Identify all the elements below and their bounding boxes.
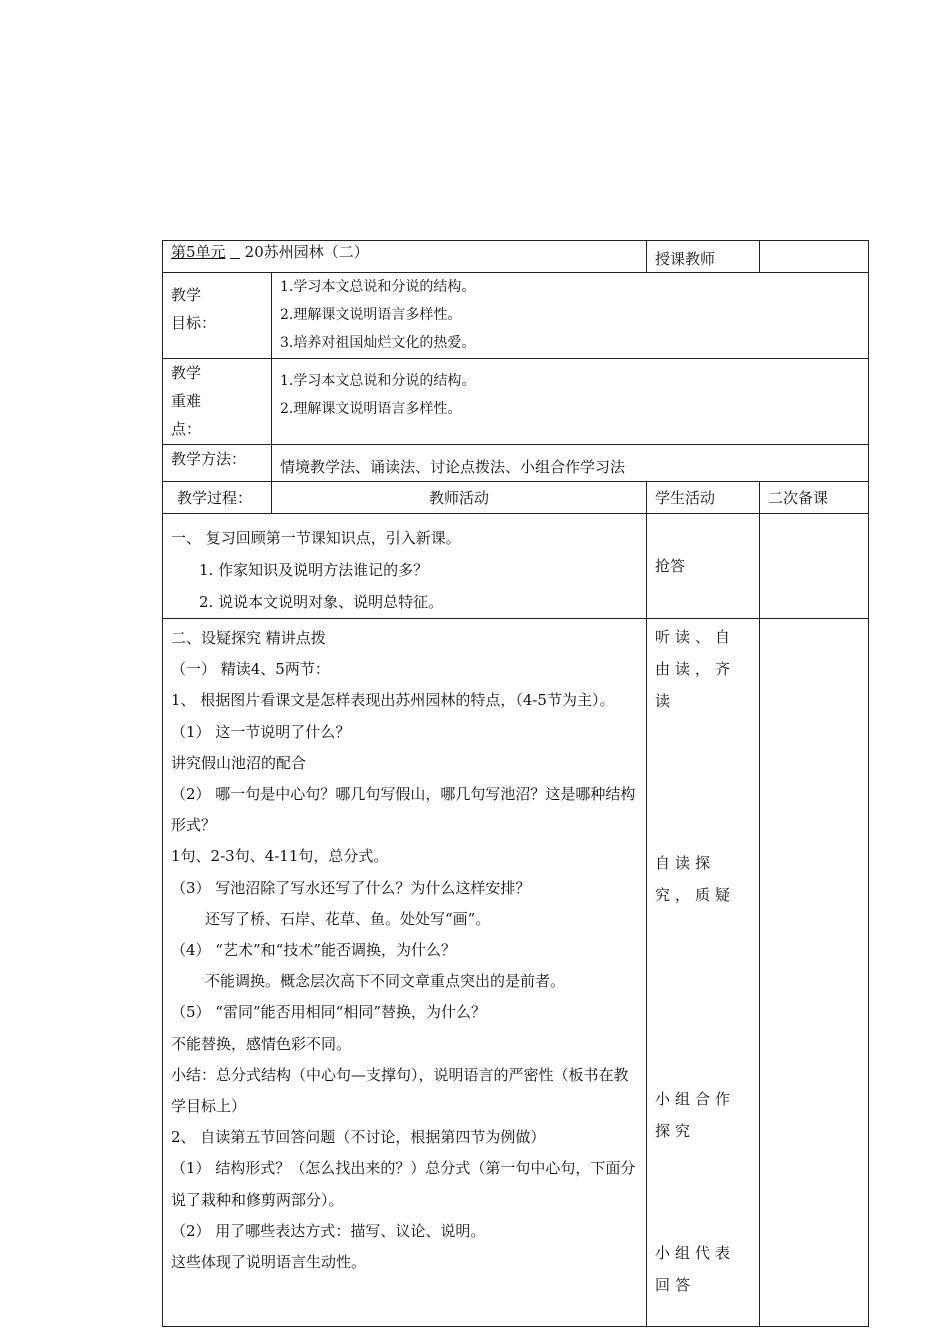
section2-second — [760, 619, 869, 1327]
teacher-label: 授课教师 — [647, 241, 760, 273]
section1-row — [163, 514, 869, 619]
section1-student: 抢答 — [647, 514, 760, 619]
goal-item: 2.理解课文说明语言多样性。 — [280, 307, 462, 323]
section2-student — [647, 619, 760, 1327]
goals-row — [163, 273, 869, 359]
difficulty-item: 1.学习本文总说和分说的结构。 — [280, 373, 476, 389]
student-activity: 小组代表回答 — [655, 1244, 736, 1294]
section2-row — [163, 619, 869, 1327]
difficulty-row — [163, 359, 869, 445]
goal-item: 3.培养对祖国灿烂文化的热爱。 — [280, 335, 476, 351]
section1-teacher: 一、 复习回顾第一节课知识点，引入新课。 1. 作家知识及说明方法谁记的多？ 2. 说说本文说明对象、说明总特征。 — [163, 514, 647, 619]
difficulty-item: 2.理解课文说明语言多样性。 — [280, 401, 462, 417]
title-cell — [163, 241, 647, 273]
column-header-row — [163, 482, 869, 514]
title-row — [163, 241, 869, 273]
difficulty-content — [272, 359, 869, 445]
method-row — [163, 445, 869, 482]
student-activity: 听读、自由读，齐读 — [655, 628, 736, 710]
section1-second — [760, 514, 869, 619]
column-second: 二次备课 — [760, 482, 869, 514]
difficulty-label: 教学 重难 点： — [163, 359, 272, 445]
goals-label: 教学 目标： — [163, 273, 272, 359]
lesson-title: 20苏州园林（二） — [244, 243, 369, 261]
teacher-value — [760, 241, 869, 273]
method-label: 教学方法： — [163, 445, 272, 482]
column-student: 学生活动 — [647, 482, 760, 514]
goal-item: 1.学习本文总说和分说的结构。 — [280, 279, 476, 295]
column-teacher: 教师活动 — [272, 482, 647, 514]
method-value: 情境教学法、诵读法、讨论点拨法、小组合作学习法 — [272, 445, 869, 482]
lesson-plan-table — [162, 240, 869, 1327]
student-activity: 小组合作探究 — [655, 1090, 736, 1140]
goals-content — [272, 273, 869, 359]
section2-teacher: 二、设疑探究 精讲点拨 （一） 精读4、5两节： 1、 根据图片看课文是怎样表现出苏州园林的特点，（4-5节为主）。 （1） 这一节说明了什么？ 讲究假山池沼的配合 （2） 哪一句是中心句？哪几句写假山，哪几句写池沼？这是哪种结构形式？ 1句、2-3句、4-11句，总分式。 （3） 写池沼除了写水还写了什么？为什么这样安排？ 还写了桥、石岸、花草、鱼。处处写“画”。 （4） “艺术”和“技术”能否调换，为什么？ 不能调换。概念层次高下不同文章重点突出的是前者。 （5） “雷同”能否用相同“相同”替换，为什么？ 不能替换，感情色彩不同。 小结：总分式结构（中心句—支撑句），说明语言的严密性（板书在教学目标上） 2、 自读第五节回答问题（不讨论，根据第四节为例做） （1） 结构形式？（怎么找出来的？）总分式（第一句中心句，下面分说了栽种和修剪两部分）。 （2） 用了哪些表达方式：描写、议论、说明。 这些体现了说明语言生动性。 — [163, 619, 647, 1327]
student-activity: 自读探究，质疑 — [655, 854, 736, 904]
unit-label: 第5单元 — [171, 243, 226, 261]
column-process: 教学过程： — [163, 482, 272, 514]
